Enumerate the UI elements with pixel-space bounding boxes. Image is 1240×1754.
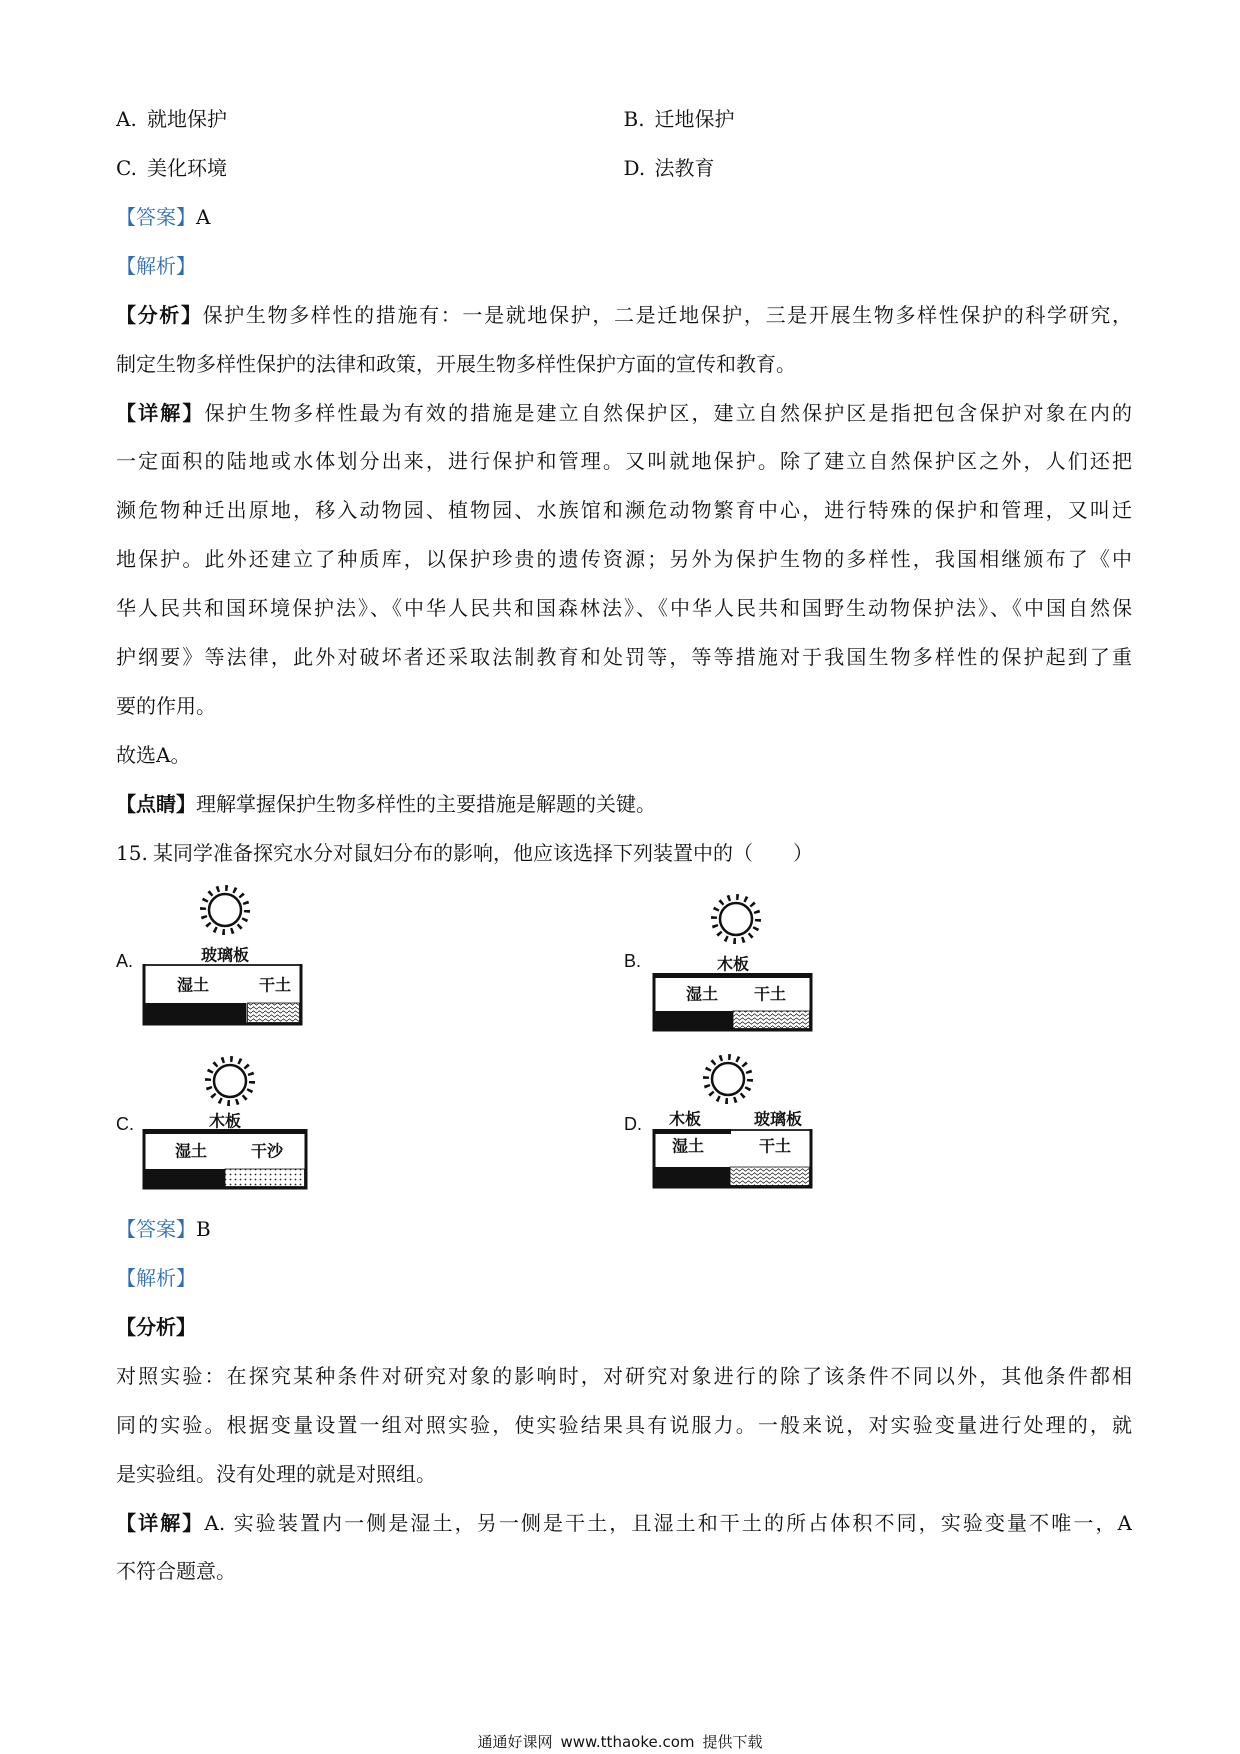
wet-soil-label: 湿土 (174, 1141, 208, 1161)
footer-site-name: 通通好课网 (477, 1733, 553, 1751)
analysis-heading: 【解析】 (116, 1265, 196, 1290)
option-letter: D. (623, 155, 646, 180)
cover-label-wood: 木板 (668, 1109, 702, 1129)
dry-soil-label: 干土 (753, 984, 787, 1004)
xiangjie-line-2 (116, 1547, 1132, 1596)
xiangjie-line-5 (116, 584, 1132, 633)
option-d (624, 144, 1132, 193)
fenxi-line-2 (116, 1401, 1132, 1450)
options-row-cd (116, 144, 1132, 193)
xiangjie-line-4 (116, 535, 1132, 584)
answer-line (116, 1205, 1132, 1254)
figure-option-letter-a: A. (116, 951, 134, 971)
fenxi-label: 【分析】 (116, 1314, 196, 1339)
xiangjie-label: 【详解】 (116, 400, 205, 425)
wet-soil-label: 湿土 (685, 984, 719, 1004)
apparatus-d-diagram (645, 1040, 821, 1192)
figure-option-letter-d: D. (624, 1114, 642, 1134)
option-letter: A. (116, 107, 137, 131)
analysis-heading: 【解析】 (116, 253, 196, 278)
xiangjie-text: 地保护。此外还建立了种质库，以保护珍贵的遗传资源；另外为保护生物的多样性，我国相继颁布了《中 (116, 547, 1132, 572)
fenxi-line-1 (116, 1352, 1132, 1401)
wet-soil (656, 1167, 731, 1186)
dry-soil (733, 1011, 810, 1029)
xiangjie-text: 一定面积的陆地或水体划分出来，进行保护和管理。又叫就地保护。除了建立自然保护区之外，人们还把 (116, 449, 1132, 474)
analysis-heading-line (116, 1254, 1132, 1303)
xiangjie-text: 不符合题意。 (116, 1559, 236, 1584)
option-text: 就地保护 (147, 107, 227, 131)
xiangjie-line-7 (116, 682, 1132, 731)
xiangjie-line-6 (116, 633, 1132, 682)
xiangjie-text: A. 实验装置内一侧是湿土，另一侧是干土，且湿土和干土的所占体积不同，实验变量不唯一，A (204, 1510, 1132, 1535)
xiangjie-line-2 (116, 437, 1132, 486)
xiangjie-line-1 (116, 1499, 1132, 1548)
options-row-ab (116, 95, 1132, 144)
dry-soil-label: 干土 (258, 975, 292, 995)
sun-icon (203, 888, 247, 932)
xiangjie-text: 保护生物多样性最为有效的措施是建立自然保护区，建立自然保护区是指把包含保护对象在内的 (204, 400, 1132, 425)
sun-icon (714, 897, 758, 941)
fenxi-line-3 (116, 1450, 1132, 1499)
question-15-stem (116, 829, 1132, 878)
answer-label: 【答案】 (116, 1217, 196, 1241)
xiangjie-text: 要的作用。 (116, 694, 216, 719)
wet-soil-label: 湿土 (176, 975, 210, 995)
option-b (624, 95, 1132, 144)
sun-icon (208, 1059, 252, 1103)
fenxi-heading-line (116, 1303, 1132, 1352)
answer-line (116, 193, 1132, 242)
fenxi-text: 保护生物多样性的措施有：一是就地保护，二是迁地保护，三是开展生物多样性保护的科学研究， (202, 302, 1132, 327)
cover-label-glass: 玻璃板 (200, 945, 250, 965)
fenxi-text: 对照实验：在探究某种条件对研究对象的影响时，对研究对象进行的除了该条件不同以外，其他条件都相 (116, 1363, 1132, 1388)
dianjing-text: 理解掌握保护生物多样性的主要措施是解题的关键。 (196, 791, 656, 816)
dry-soil (730, 1167, 810, 1186)
analysis-heading-line (116, 242, 1132, 291)
question-stem-text: 某同学准备探究水分对鼠妇分布的影响，他应该选择下列装置中的（ ） (153, 840, 813, 865)
cover-label-glass: 玻璃板 (753, 1109, 803, 1129)
footer-suffix: 提供下载 (702, 1733, 763, 1751)
fenxi-label: 【分析】 (116, 302, 203, 327)
option-text: 美化环境 (147, 155, 227, 180)
dry-soil (248, 1003, 300, 1023)
option-letter: B. (623, 107, 645, 131)
xiangjie-text: 华人民共和国环境保护法》、《中华人民共和国森林法》、《中华人民共和国野生动物保护法》、《中国自然保 (116, 596, 1132, 621)
answer-value: A (196, 204, 211, 229)
apparatus-b-diagram (645, 885, 821, 1037)
fenxi-text: 制定生物多样性保护的法律和政策，开展生物多样性保护方面的宣传和教育。 (116, 351, 796, 376)
conclusion-line (116, 731, 1132, 780)
prev-question-section (116, 95, 1132, 878)
question-number: 15. (116, 840, 148, 865)
option-text: 法教育 (654, 155, 715, 180)
option-text: 迁地保护 (654, 107, 735, 131)
footer-url: www.tthaoke.com (560, 1733, 695, 1751)
dry-sand-label: 干沙 (250, 1141, 284, 1161)
figure-option-letter-b: B. (624, 951, 642, 971)
dianjing-label: 【点睛】 (116, 791, 196, 816)
xiangjie-label: 【详解】 (116, 1510, 205, 1535)
wet-soil (656, 1011, 734, 1029)
question-15-analysis-section (116, 1205, 1132, 1596)
conclusion-text: 故选A。 (116, 742, 191, 767)
dianjing-line (116, 780, 1132, 829)
answer-value: B (196, 1217, 211, 1241)
xiangjie-line-3 (116, 486, 1132, 535)
option-c (116, 144, 624, 193)
page-footer (0, 1733, 1240, 1751)
xiangjie-text: 濒危物种迁出原地，移入动物园、植物园、水族馆和濒危动物繁育中心，进行特殊的保护和管理，又叫迁 (116, 498, 1132, 523)
dry-soil-label: 干土 (758, 1136, 792, 1156)
apparatus-a-diagram (138, 878, 308, 1030)
sun-icon (706, 1057, 750, 1101)
wet-soil-label: 湿土 (671, 1136, 705, 1156)
xiangjie-line-1 (116, 389, 1132, 438)
apparatus-c-diagram (138, 1042, 314, 1194)
answer-label: 【答案】 (116, 204, 196, 229)
fenxi-text: 同的实验。根据变量设置一组对照实验，使实验结果具有说服力。一般来说，对实验变量进行处理的，就 (116, 1412, 1132, 1437)
wet-soil (146, 1003, 247, 1023)
xiangjie-text: 护纲要》等法律，此外对破坏者还采取法制教育和处罚等，等等措施对于我国生物多样性的保护起到了重 (116, 645, 1132, 670)
figure-option-letter-c: C. (116, 1114, 134, 1134)
option-a (116, 95, 624, 144)
option-letter: C. (116, 155, 137, 180)
cover-label-wood: 木板 (208, 1111, 242, 1131)
fenxi-text: 是实验组。没有处理的就是对照组。 (116, 1461, 436, 1486)
dry-sand (225, 1169, 305, 1187)
wet-soil (146, 1169, 226, 1187)
fenxi-line-2 (116, 340, 1132, 389)
cover-label-wood: 木板 (716, 954, 750, 974)
fenxi-line-1 (116, 291, 1132, 340)
